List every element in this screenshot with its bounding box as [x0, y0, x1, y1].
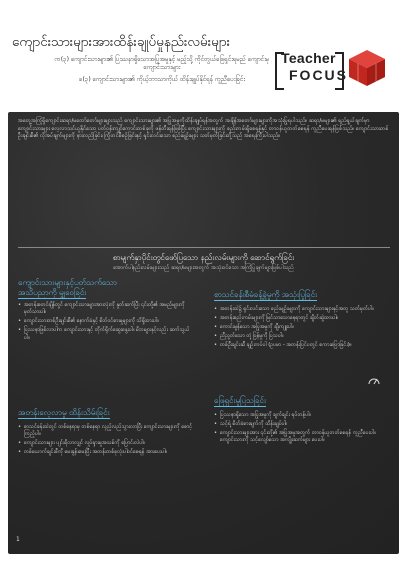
list-item: • ပြဿနာရှိသော အပြုအမူကို ချက်ချင်း ရပ်တန့်ပါ။ — [214, 412, 390, 419]
section-body-classroom-management — [214, 306, 390, 351]
section-title-text: စာသင်ခန်းစီမံခန့်ခွဲမှုကို အသုံးပြုခြင်း — [214, 290, 318, 299]
section-body-resolution — [214, 412, 390, 446]
list-item: • စာသင်ခန်းထဲတွင် တစ်နေရာမှ တစ်နေရာ လှည့်လည်သွားလာပြီး ကျောင်းသားများကို စောင့်ကြည့်ပါ။ — [18, 424, 194, 439]
subtitle-2: ခ(၃) ကျောင်းသားများ၏ ကိုယ့်ဘာသာကိုယ် ထိန်းချုပ်နိုင်ရန် ကူညီပေးခြင်း — [78, 76, 246, 83]
gauge-icon — [368, 374, 380, 386]
section-title-line-1: ကျောင်းသားများနှင့်ပတ်သက်သော — [18, 278, 117, 287]
list-item: • အတန်းစတင်ချိန်တွင် ကျောင်းသားများအားလုံးကို နှုတ်ဆက်ပြီး ၎င်းတို့၏ အမည်များကို မှတ်သားပါ။ — [18, 302, 194, 317]
list-item: • အတန်းထဲ၌ ရှင်းလင်းသော စည်းမျဉ်းများကို ကျောင်းသားများနှင့်အတူ သတ်မှတ်ပါ။ — [214, 306, 390, 313]
intro-paragraph: အတွေ့အကြုံရှိကျောင်းဆရာ/မတော်တော်များများသည် ကျောင်းသားများ၏ အပြုအမူကိုထိန်းချုပ်ရန်အတွက် အချိန်အတော်များများကိုအသုံးပြုရပါသည်။ ဆရာ/မများ၏ ရည်ရွယ်ချက်မှာ ကျောင်းသားများ လေ့လာသင်ယူနိုင်သော ပတ်ဝန်းကျင်ကောင်းတစ်ခုကို ဖန်တီးရန်ဖြစ်ပြီး ကျောင်းသားများကို စည်းကမ်းရှိစေရန်နှင့် တာဝန်ယူတတ်စေရန် ကူညီပေးရန်ဖြစ်သည်။ ကျောင်းသားတစ်ဦးချင်းစီ၏ လိုအပ်ချက်များကို နားလည်ခြင်း၊ ကြိုတင်စီစဉ်ခြင်းနှင့် ရှင်းလင်းသော စည်းမျဉ်းများ သတ်မှတ်ခြင်းတို့သည် အရေးကြီးပါသည်။ — [18, 118, 389, 140]
list-item: • ကျောင်းသားများ ပျင်းရိလာလျှင် လှုပ်ရှားမှုအသစ်ကို ပြောင်းလဲပါ။ — [18, 440, 194, 447]
red-cube-icon — [347, 48, 387, 88]
subtitle-1: က(၃) ကျောင်းသားများ၏ ပြဿနာရှိသောအပြုအမူနှင့် မည့်သို့ ကိုင်တွယ်ဖြေရှင်းရမည် ကျောင်းမှ ကျောင်းသားများ — [54, 56, 270, 71]
section-title-text: အတန်းလေ့လာမှု ထိန်းသိမ်းခြင်း — [18, 408, 110, 417]
section-title-line-2: အသိပညာကို မျှဝေခြင်း — [18, 288, 87, 297]
list-item: • ပြဿနာဖြစ်လာပါက ကျောင်းသားနှင့် တိုက်ရိုက်ဆွေးနွေးပါ။ မိဘများနှင့်လည်း ဆက်သွယ်ပါ။ — [18, 327, 194, 342]
page-number: 1 — [16, 536, 20, 543]
list-item: • အတန်းစည်းကမ်းများကို မြင်သာသောနေရာတွင် ချိတ်ဆွဲထားပါ။ — [214, 315, 390, 322]
list-item: • ကောင်းမွန်သော အပြုအမူကို ချီးကျူးပါ။ — [214, 324, 390, 331]
section-body-monitoring — [18, 424, 194, 458]
list-item: • ကျောင်းသားများအား ၎င်းတို့၏ အပြုအမူအတွက် တာဝန်ယူတတ်စေရန် ကူညီပေးပါ။ ကျောင်းသားကို သင့်လျော်သော အကျိုးဆက်များ ပေးပါ။ — [214, 430, 390, 445]
list-item: • ညီညွတ်သော တုံ့ပြန်မှုကို ပြသပါ။ — [214, 333, 390, 340]
logo-text-teacher: Teacher — [281, 50, 336, 66]
page-title: ကျောင်းသားများအားထိန်းချုပ်မှုနည်းလမ်းများ — [12, 34, 231, 50]
section-title-classroom-management — [214, 290, 392, 301]
list-item: • ကျောင်းသားတစ်ဦးချင်းစီ၏ နောက်ခံနှင့် စိတ်ဝင်စားမှုများကို သိရှိထားပါ။ — [18, 318, 194, 325]
header — [0, 0, 407, 110]
section-body-knowledge — [18, 302, 194, 344]
banner-subheading: အောက်ပါနည်းလမ်းများသည် ဆရာ/မများအတွက် အသုံးဝင်သော အကြံပြုချက်များဖြစ်ပါသည် — [113, 265, 294, 271]
banner-heading: စာမျက်နှာပိုင်းတွင်ဖော်ပြသော နည်းလမ်းများကို ဆောင်ရွက်ခြင်း — [112, 253, 295, 262]
list-item: • တစ်ဦးချင်းဆီ ချဉ်းကပ်ပါ (ဥပမာ - အတန်းပြင်ပတွင် စကားပြောခြင်း)။ — [214, 342, 390, 349]
section-title-resolution — [214, 396, 392, 407]
section-title-text: ဖြေရှင်းမှုပြသခြင်း — [214, 396, 266, 405]
teacher-focus-logo — [275, 48, 391, 96]
chalkboard — [8, 112, 399, 554]
section-title-knowledge — [18, 278, 198, 299]
section-title-monitoring — [18, 408, 198, 419]
logo-text-focus: FOCUS — [289, 67, 348, 83]
list-item: • တစ်ယောက်ချင်းစီကို မေးခွန်းမေးပြီး အတန်းတစ်ခုလုံးပါဝင်စေရန် အားပေးပါ။ — [18, 449, 194, 456]
divider — [18, 247, 390, 248]
list-item: • သင့်ရဲ့ စိတ်ခံစားချက်ကို ထိန်းချုပ်ပါ။ — [214, 421, 390, 428]
